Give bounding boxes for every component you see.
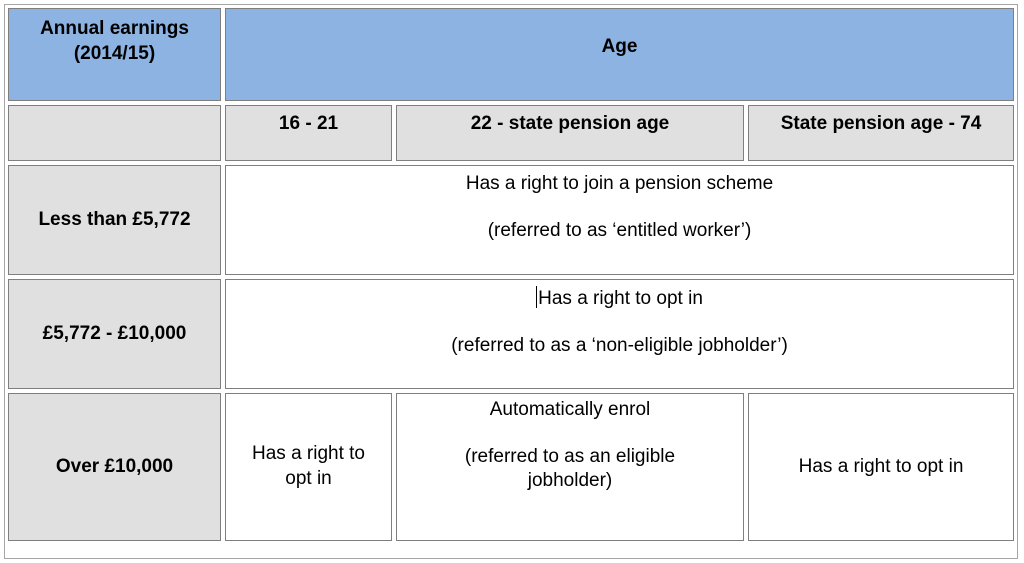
non-eligible-jobholder-line1: Has a right to opt in <box>538 288 703 309</box>
eligible-jobholder-line1: Automatically enrol <box>489 399 651 420</box>
header-row <box>8 8 1014 101</box>
opt-in-state-pension-74-cell: Has a right to opt in <box>748 393 1014 541</box>
entitled-worker-line1: Has a right to join a pension scheme <box>465 173 774 194</box>
non-eligible-jobholder-cell[interactable] <box>225 279 1014 389</box>
opt-in-16-21-cell: Has a right to opt in <box>225 393 392 541</box>
earnings-label-5772-10000: £5,772 - £10,000 <box>8 279 221 389</box>
annual-earnings-header <box>8 8 221 101</box>
table-row <box>8 393 1014 541</box>
eligible-jobholder-line2: (referred to as an eligible jobholder) <box>464 445 676 492</box>
auto-enrolment-table <box>4 4 1018 545</box>
empty-corner-cell <box>8 105 221 161</box>
earnings-label-less-than-5772: Less than £5,772 <box>8 165 221 275</box>
age-header: Age <box>225 8 1014 101</box>
table-row <box>8 165 1014 275</box>
eligible-jobholder-cell <box>396 393 744 541</box>
annual-earnings-header-line2: (2014/15) <box>73 42 156 64</box>
age-band-state-pension-74: State pension age - 74 <box>748 105 1014 161</box>
text-cursor <box>536 286 537 308</box>
earnings-label-over-10000: Over £10,000 <box>8 393 221 541</box>
table-row <box>8 279 1014 389</box>
entitled-worker-cell <box>225 165 1014 275</box>
age-band-16-21: 16 - 21 <box>225 105 392 161</box>
age-band-row <box>8 105 1014 161</box>
annual-earnings-header-line1: Annual earnings <box>40 18 189 39</box>
entitled-worker-line2: (referred to as ‘entitled worker’) <box>487 219 752 241</box>
age-band-22-state-pension: 22 - state pension age <box>396 105 744 161</box>
non-eligible-jobholder-line2: (referred to as a ‘non-eligible jobholder’) <box>451 334 788 356</box>
